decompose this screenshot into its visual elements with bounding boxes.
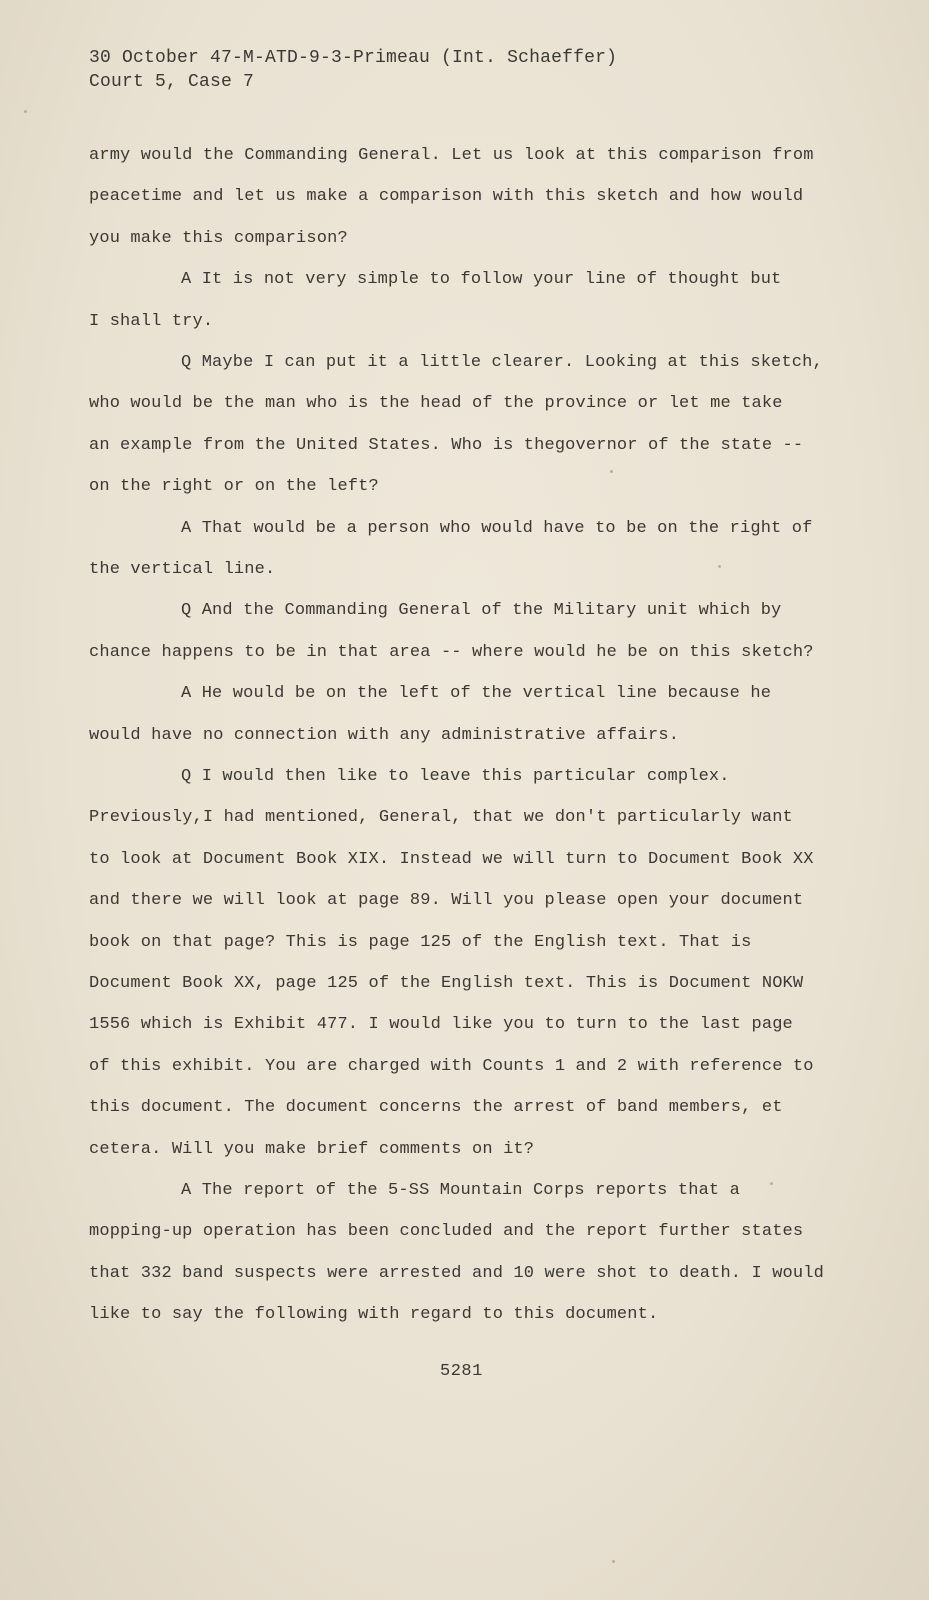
answer-line: A That would be a person who would have to be on the right of xyxy=(181,519,813,538)
paper-speck xyxy=(24,110,27,113)
answer-line: A It is not very simple to follow your line of thought but xyxy=(181,270,782,289)
question-line: Q And the Commanding General of the Military unit which by xyxy=(181,601,782,620)
header-court-line: Court 5, Case 7 xyxy=(89,72,255,92)
text-line: an example from the United States. Who is thegovernor of the state -- xyxy=(89,436,804,455)
text-line: book on that page? This is page 125 of the English text. That is xyxy=(89,933,752,952)
text-line: the vertical line. xyxy=(89,560,276,579)
text-line: peacetime and let us make a comparison with this sketch and how would xyxy=(89,187,804,206)
text-line: 1556 which is Exhibit 477. I would like you to turn to the last page xyxy=(89,1015,793,1034)
question-line: Q Maybe I can put it a little clearer. Looking at this sketch, xyxy=(181,353,823,372)
text-line: that 332 band suspects were arrested and 10 were shot to death. I would xyxy=(89,1264,824,1283)
paper-speck xyxy=(770,1182,773,1185)
page-number: 5281 xyxy=(440,1362,483,1381)
text-line: and there we will look at page 89. Will you please open your document xyxy=(89,891,804,910)
answer-line: A The report of the 5-SS Mountain Corps reports that a xyxy=(181,1181,740,1200)
text-line: on the right or on the left? xyxy=(89,477,379,496)
text-line: would have no connection with any administrative affairs. xyxy=(89,726,680,745)
transcript-header xyxy=(89,46,617,94)
paper-speck xyxy=(610,470,613,473)
header-date-line: 30 October 47-M-ATD-9-3-Primeau (Int. Schaeffer) xyxy=(89,48,618,68)
text-line: you make this comparison? xyxy=(89,229,348,248)
answer-line: A He would be on the left of the vertical line because he xyxy=(181,684,772,703)
text-line: this document. The document concerns the arrest of band members, et xyxy=(89,1098,783,1117)
text-line: of this exhibit. You are charged with Counts 1 and 2 with reference to xyxy=(89,1057,814,1076)
paper-speck xyxy=(612,1560,615,1563)
text-line: Document Book XX, page 125 of the English text. This is Document NOKW xyxy=(89,974,804,993)
text-line: army would the Commanding General. Let us look at this comparison from xyxy=(89,146,814,165)
text-line: like to say the following with regard to this document. xyxy=(89,1305,659,1324)
text-line: cetera. Will you make brief comments on it? xyxy=(89,1140,535,1159)
question-line: Q I would then like to leave this particular complex. xyxy=(181,767,730,786)
text-line: mopping-up operation has been concluded and the report further states xyxy=(89,1222,804,1241)
paper-speck xyxy=(718,565,721,568)
text-line: to look at Document Book XIX. Instead we will turn to Document Book XX xyxy=(89,850,814,869)
text-line: I shall try. xyxy=(89,312,214,331)
text-line: who would be the man who is the head of the province or let me take xyxy=(89,394,783,413)
text-line: chance happens to be in that area -- where would he be on this sketch? xyxy=(89,643,814,662)
text-line: Previously,I had mentioned, General, that we don't particularly want xyxy=(89,808,793,827)
